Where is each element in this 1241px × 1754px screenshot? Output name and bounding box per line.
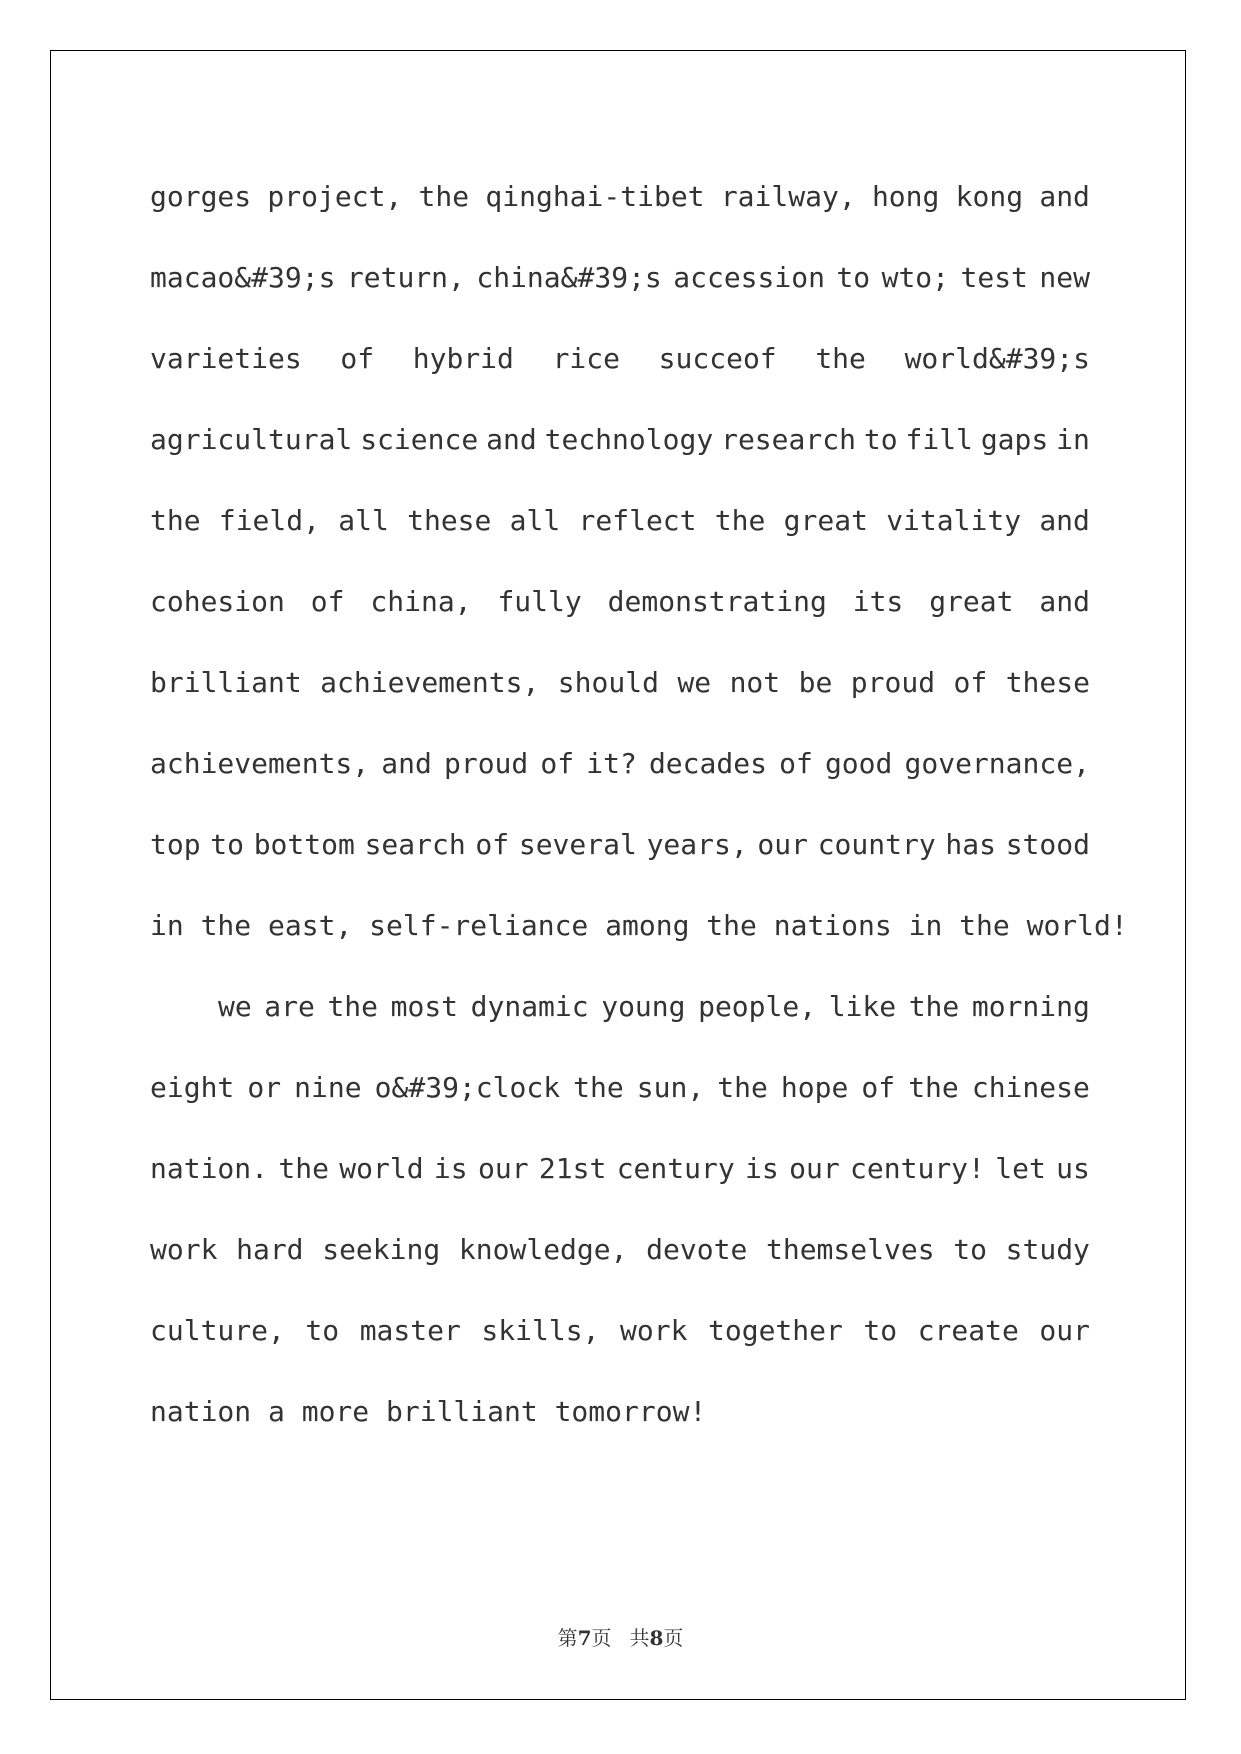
- word: we: [218, 990, 252, 1023]
- word: vitality: [886, 504, 1022, 537]
- text-line: [150, 156, 1090, 237]
- word: not: [729, 666, 781, 699]
- word: to: [305, 1314, 340, 1347]
- word: decades: [648, 747, 767, 780]
- word: of: [861, 1071, 896, 1104]
- word: railway,: [720, 180, 856, 213]
- text-line: [150, 1047, 1090, 1128]
- word: the: [908, 990, 960, 1023]
- word: bottom: [253, 828, 355, 861]
- word: our: [789, 1152, 840, 1185]
- word: kong: [955, 180, 1024, 213]
- word: or: [247, 1071, 282, 1104]
- word: gorges: [150, 180, 252, 213]
- total-pages: 8: [649, 1626, 664, 1650]
- word: like: [828, 990, 897, 1023]
- word: is: [433, 1152, 468, 1185]
- word: world&#39;s: [904, 342, 1090, 375]
- word: to: [863, 423, 898, 456]
- word: hope: [780, 1071, 849, 1104]
- text-line: [150, 642, 1090, 723]
- word: our: [757, 828, 808, 861]
- word: let: [995, 1152, 1046, 1185]
- word: work: [620, 1314, 688, 1347]
- text-line: in the east, self-reliance among the nations in the world!: [150, 909, 1128, 942]
- word: we: [677, 666, 712, 699]
- text-line: [150, 399, 1090, 480]
- word: study: [1005, 1233, 1090, 1266]
- word: reflect: [578, 504, 697, 537]
- page-number: 7: [577, 1626, 592, 1650]
- word: governance,: [904, 747, 1090, 780]
- word: it?: [586, 747, 637, 780]
- word: country: [817, 828, 936, 861]
- word: all: [509, 504, 561, 537]
- word: agricultural: [150, 423, 353, 456]
- word: 21st: [538, 1152, 607, 1185]
- word: us: [1056, 1152, 1090, 1185]
- word: these: [407, 504, 492, 537]
- total-suffix: 页: [663, 1626, 684, 1650]
- word: research: [721, 423, 856, 456]
- word: the: [815, 342, 866, 375]
- word: chinese: [971, 1071, 1090, 1104]
- word: themselves: [765, 1233, 935, 1266]
- word: and: [486, 423, 537, 456]
- word: dynamic: [470, 990, 589, 1023]
- word: knowledge,: [458, 1233, 628, 1266]
- word: of: [953, 666, 988, 699]
- word: the: [150, 504, 201, 537]
- word: of: [540, 747, 575, 780]
- word: top: [150, 828, 201, 861]
- word: o&#39;clock: [374, 1071, 561, 1104]
- page-prefix: 第: [557, 1626, 578, 1650]
- word: field,: [218, 504, 320, 537]
- word: of: [310, 585, 345, 618]
- word: technology: [544, 423, 714, 456]
- text-line: [150, 561, 1090, 642]
- word: years,: [646, 828, 748, 861]
- word: together: [708, 1314, 843, 1347]
- word: to: [863, 1314, 898, 1347]
- word: hard: [236, 1233, 304, 1266]
- word: devote: [646, 1233, 748, 1266]
- page-suffix: 页: [591, 1626, 612, 1650]
- word: proud: [443, 747, 529, 780]
- word: young: [601, 990, 686, 1023]
- word: hong: [871, 180, 940, 213]
- word: of: [340, 342, 375, 375]
- word: be: [798, 666, 833, 699]
- word: these: [1005, 666, 1090, 699]
- word: stood: [1005, 828, 1090, 861]
- word: and: [1039, 585, 1090, 618]
- word: seeking: [322, 1233, 441, 1266]
- word: varieties: [150, 342, 302, 375]
- word: new: [1039, 261, 1090, 294]
- text-line: [150, 318, 1090, 399]
- word: science: [360, 423, 479, 456]
- word: is: [745, 1152, 779, 1185]
- word: sun,: [636, 1071, 705, 1104]
- word: china,: [370, 585, 472, 618]
- text-line: [150, 480, 1090, 561]
- word: to: [836, 261, 871, 294]
- word: culture,: [150, 1314, 285, 1347]
- word: the: [717, 1071, 768, 1104]
- text-line: [150, 723, 1090, 804]
- word: skills,: [481, 1314, 600, 1347]
- text-line: [150, 966, 1090, 1047]
- word: century!: [850, 1152, 985, 1185]
- word: wto;: [881, 261, 950, 294]
- word: macao&#39;s: [150, 261, 336, 294]
- page-footer: [0, 1622, 1241, 1651]
- word: should: [557, 666, 659, 699]
- word: create: [917, 1314, 1019, 1347]
- word: the: [908, 1071, 959, 1104]
- word: of: [475, 828, 510, 861]
- total-prefix: 共: [629, 1626, 650, 1650]
- word: china&#39;s: [476, 261, 662, 294]
- word: and: [381, 747, 432, 780]
- word: hybrid: [412, 342, 514, 375]
- text-line: nation a more brilliant tomorrow!: [150, 1395, 707, 1428]
- word: return,: [346, 261, 465, 294]
- word: good: [824, 747, 893, 780]
- word: most: [390, 990, 459, 1023]
- word: eight: [150, 1071, 235, 1104]
- word: and: [1039, 504, 1090, 537]
- word: to: [210, 828, 244, 861]
- document-body: [150, 156, 1128, 1452]
- word: the: [573, 1071, 624, 1104]
- word: fill: [905, 423, 973, 456]
- word: demonstrating: [607, 585, 827, 618]
- word: has: [945, 828, 996, 861]
- word: our: [1039, 1314, 1090, 1347]
- word: rice: [552, 342, 620, 375]
- word: century: [616, 1152, 735, 1185]
- word: of: [779, 747, 813, 780]
- text-line: [150, 804, 1090, 885]
- word: cohesion: [150, 585, 285, 618]
- word: nine: [294, 1071, 362, 1104]
- word: are: [264, 990, 315, 1023]
- word: fully: [497, 585, 582, 618]
- word: world: [339, 1152, 424, 1185]
- text-line: [150, 1209, 1090, 1290]
- text-line: [150, 1128, 1090, 1209]
- text-line: [150, 237, 1090, 318]
- word: work: [150, 1233, 218, 1266]
- word: the: [327, 990, 379, 1023]
- word: its: [852, 585, 904, 618]
- text-line: [150, 1290, 1090, 1371]
- word: morning: [971, 990, 1090, 1023]
- word: accession: [673, 261, 825, 294]
- word: our: [477, 1152, 529, 1185]
- word: several: [518, 828, 637, 861]
- word: the: [714, 504, 766, 537]
- word: to: [953, 1233, 987, 1266]
- word: master: [359, 1314, 461, 1347]
- word: nation.: [150, 1152, 269, 1185]
- word: the: [278, 1152, 329, 1185]
- word: succeof: [658, 342, 777, 375]
- word: test: [960, 261, 1028, 294]
- word: and: [1039, 180, 1090, 213]
- word: brilliant: [150, 666, 302, 699]
- word: project,: [267, 180, 403, 213]
- word: people,: [698, 990, 817, 1023]
- word: qinghai-tibet: [485, 180, 705, 213]
- word: in: [1056, 423, 1090, 456]
- word: all: [338, 504, 389, 537]
- word: search: [364, 828, 466, 861]
- word: gaps: [980, 423, 1049, 456]
- word: the: [418, 180, 470, 213]
- word: great: [929, 585, 1014, 618]
- word: proud: [850, 666, 936, 699]
- word: achievements,: [320, 666, 540, 699]
- word: achievements,: [150, 747, 370, 780]
- word: great: [783, 504, 868, 537]
